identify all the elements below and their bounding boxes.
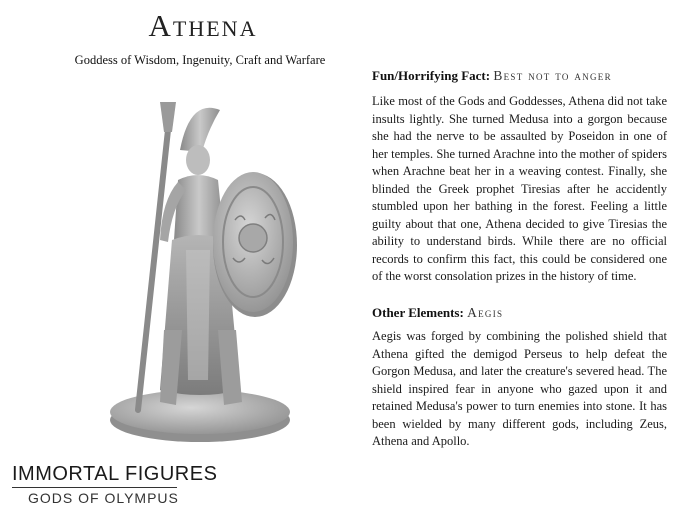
fact-paragraph: Like most of the Gods and Goddesses, Athena did not take insults lightly. She turned Medusa into a gorgon because she had the nerve to be assaulted by Poseidon in one of her temples. She turned Arachne into the mother of spiders when Arachne beat her in a weaving contest. Finally, she blinded the Greek prophet Tiresias after he accidently stumbled upon her bathing in the forest. Feeling a little guilty about that one, Athena decided to give Tiresias the ability to understand birds. While there are no official records to confirm this fact, this could be considered one of the worst consolation prizes in the history of time.: [372, 94, 667, 283]
fact-heading: [372, 68, 672, 84]
brand-logo-line2: GODS OF OLYMPUS: [28, 490, 179, 506]
athena-miniature-icon: [90, 90, 320, 450]
other-elements-paragraph: Aegis was forged by combining the polished shield that Athena gifted the demigod Perseus to help defeat the Gorgon Medusa, and later the creature's severed head. The shield inspired fear in anyone who gazed upon it and retained Medusa's power to turn enemies into stone. It has been wielded by many different gods, including Zeus, Athena and Apollo.: [372, 329, 667, 448]
brand-divider: [12, 487, 177, 488]
page-subtitle: Goddess of Wisdom, Ingenuity, Craft and Warfare: [74, 53, 326, 67]
fact-label: Fun/Horrifying Fact:: [372, 68, 491, 83]
page-title: Athena: [148, 8, 258, 43]
other-elements-heading: [372, 305, 672, 321]
other-elements-value: Aegis: [467, 305, 504, 320]
other-elements-label: Other Elements:: [372, 305, 464, 320]
fact-value: Best not to anger: [493, 68, 612, 83]
athena-figure-image: [90, 90, 320, 450]
brand-logo-line1: IMMORTAL FIGURES: [12, 463, 218, 485]
